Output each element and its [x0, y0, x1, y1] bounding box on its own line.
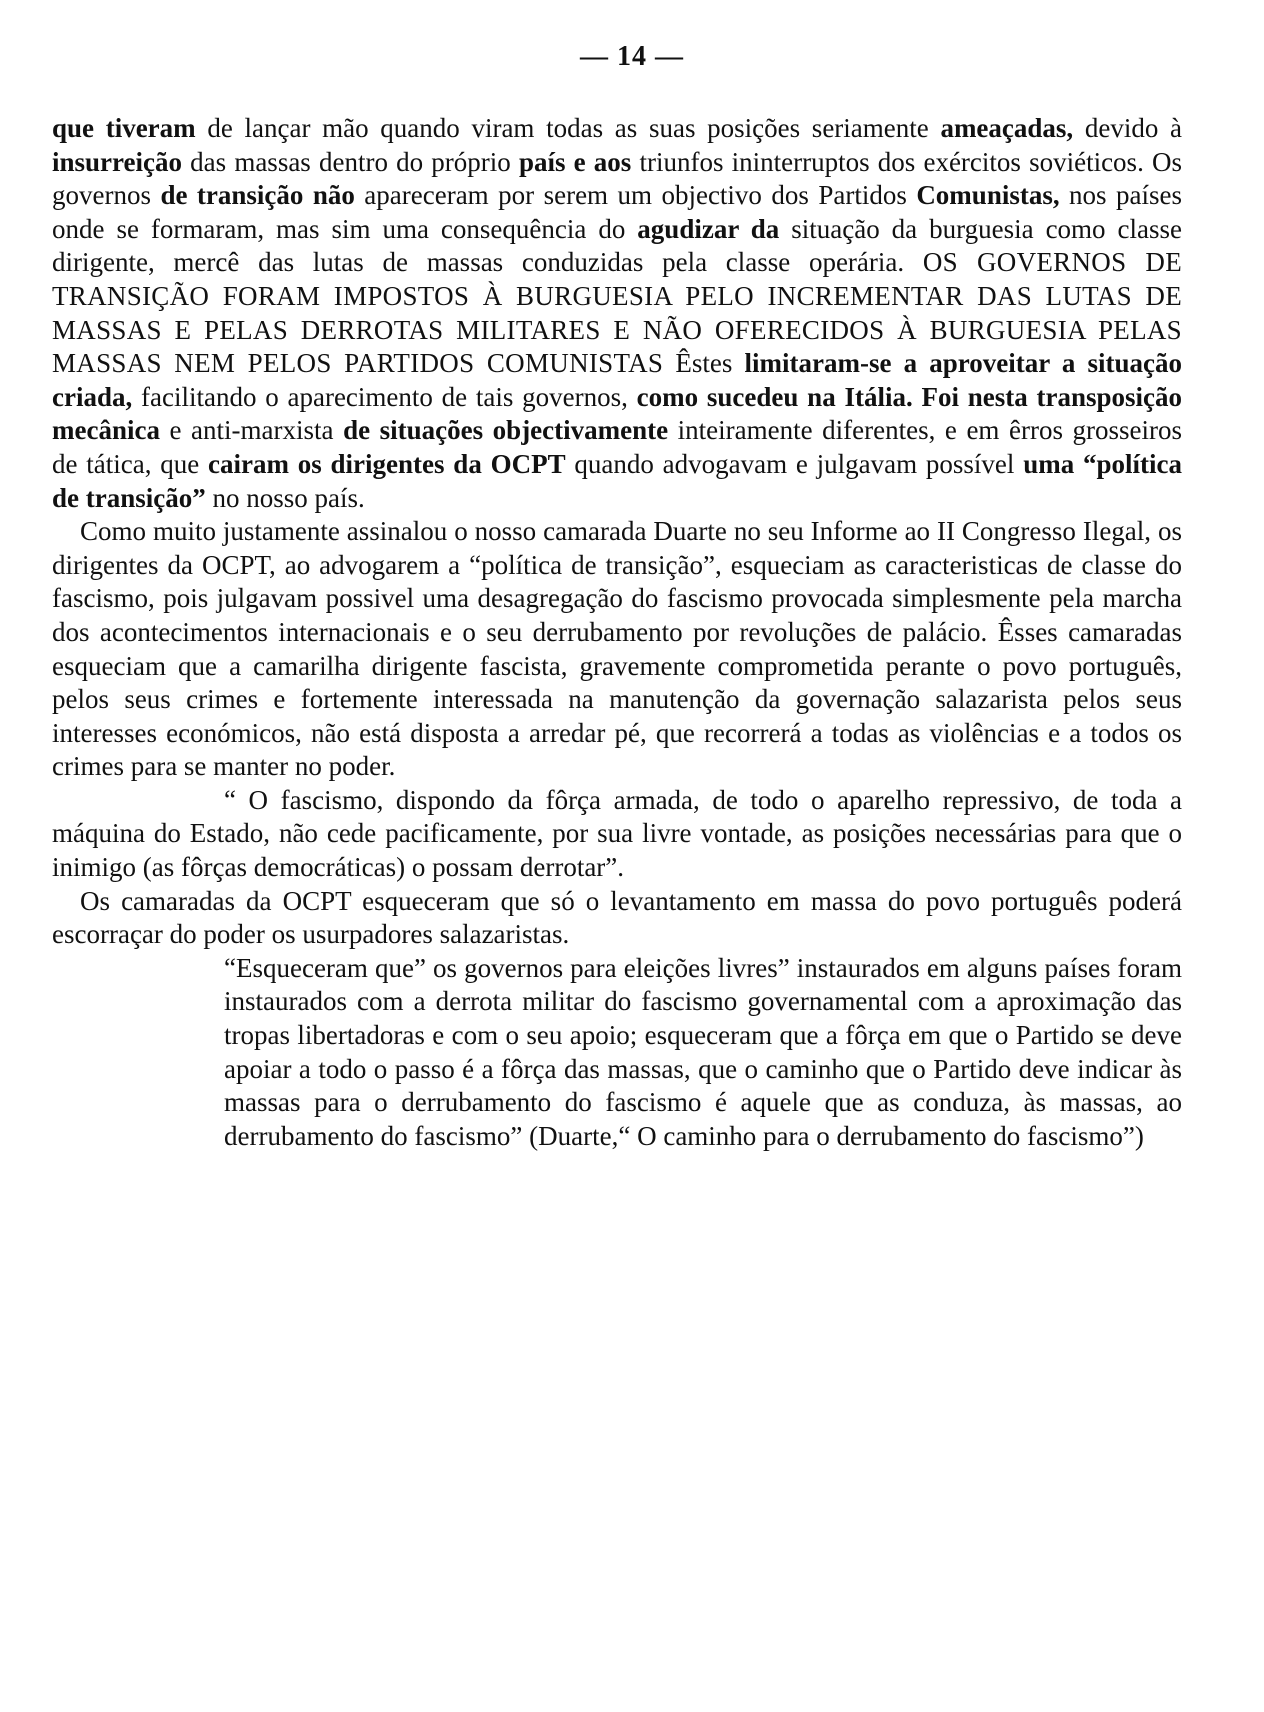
bold-run: como sucedeu na Itália. Foi nesta transposição mecânica [52, 381, 1183, 446]
capitals-passage: OS GOVERNOS DE TRANSIÇÃO FORAM IMPOSTOS À BURGUESIA PELO INCREMENTAR DAS LUTAS DE MASSAS E PELAS DERROTAS MILITARES E NÃO OFERECIDOS À BURGUESIA PELAS MASSAS NEM PELOS PARTIDOS COMUNISTAS [52, 247, 1183, 379]
text-run: devido à [1073, 113, 1183, 143]
paragraph-4: Os camaradas da OCPT esqueceram que só o levantamento em massa do povo português poderá escorraçar do poder os usurpadores salazaristas. [52, 885, 1182, 950]
bold-run: uma “política de transição” [52, 448, 1182, 513]
bold-run: limitaram-se a aproveitar a situação criada, [52, 348, 1182, 412]
text-run: de lançar mão quando viram todas as suas posições seriamente [195, 113, 941, 143]
bold-run: Comunistas, [916, 180, 1060, 211]
bold-run: cairam os dirigentes da OCPT [208, 448, 566, 479]
text-run: triunfos ininterruptos dos exércitos soviéticos. Os governos [52, 146, 1182, 211]
text-run: inteiramente diferentes, e em êrros grosseiros de tática, que [52, 415, 1183, 479]
text-run: situação da burguesia como classe dirigente, mercê das lutas de massas conduzidas pela classe operária. [52, 213, 1182, 278]
paragraph-3-quote: “ O fascismo, dispondo da fôrça armada, de todo o aparelho repressivo, de toda a máquina do Estado, não cede pacificamente, por sua livre vontade, as posições necessárias para que o inimigo (as fôrças democráticas) o possam derrotar”. [52, 784, 1182, 883]
bold-run: de situações objectivamente [343, 415, 669, 446]
text-run: Êstes [663, 348, 745, 379]
bold-run: de transição não [160, 180, 355, 211]
document-body [52, 112, 1182, 1153]
text-run: no nosso país. [205, 482, 365, 513]
text-run: e anti-marxista [159, 415, 344, 446]
bold-run: país e aos [518, 146, 632, 177]
paragraph-5-quote: “Esqueceram que” os governos para eleições livres” instaurados em alguns países foram instaurados com a derrota militar do fascismo governamental com a aproximação das tropas libertadoras e com o seu apoio; esqueceram que a fôrça em que o Partido se deve apoiar a todo o passo é a fôrça das massas, que o caminho que o Partido deve indicar às massas para o derrubamento do fascismo é aquele que as conduza, às massas, ao derrubamento do fascismo” (Duarte,“ O caminho para o derrubamento do fascismo”) [224, 952, 1182, 1151]
bold-run: ameaçadas, [940, 113, 1074, 143]
bold-run: insurreição [52, 146, 182, 177]
text-run: das massas dentro do próprio [182, 146, 519, 177]
text-run: facilitando o aparecimento de tais governos, [132, 381, 637, 412]
text-run: nos países onde se formaram, mas sim uma consequência do [52, 180, 1182, 244]
bold-run: agudizar da [637, 213, 780, 244]
text-run: apareceram por serem um objectivo dos Partidos [354, 180, 917, 211]
page-number: — 14 — [580, 41, 684, 72]
paragraph-1 [52, 112, 1182, 515]
paragraph-2: Como muito justamente assinalou o nosso camarada Duarte no seu Informe ao II Congresso Ilegal, os dirigentes da OCPT, ao advogarem a “política de transição”, esqueciam as caracteristicas de classe do fascismo, pois julgavam possivel uma desagregação do fascismo provocada simplesmente pela marcha dos acontecimentos internacionais e o seu derrubamento por revoluções de palácio. Êsses camaradas esqueciam que a camarilha dirigente fascista, gravemente comprometida perante o povo português, pelos seus crimes e fortemente interessada na manutenção da governação salazarista pelos seus interesses económicos, não está disposta a arredar pé, que recorrerá a todas as violências e a todos os crimes para se manter no poder. [52, 516, 1182, 782]
bold-run: que tiveram [52, 113, 196, 143]
text-run: quando advogavam e julgavam possível [565, 448, 1024, 479]
